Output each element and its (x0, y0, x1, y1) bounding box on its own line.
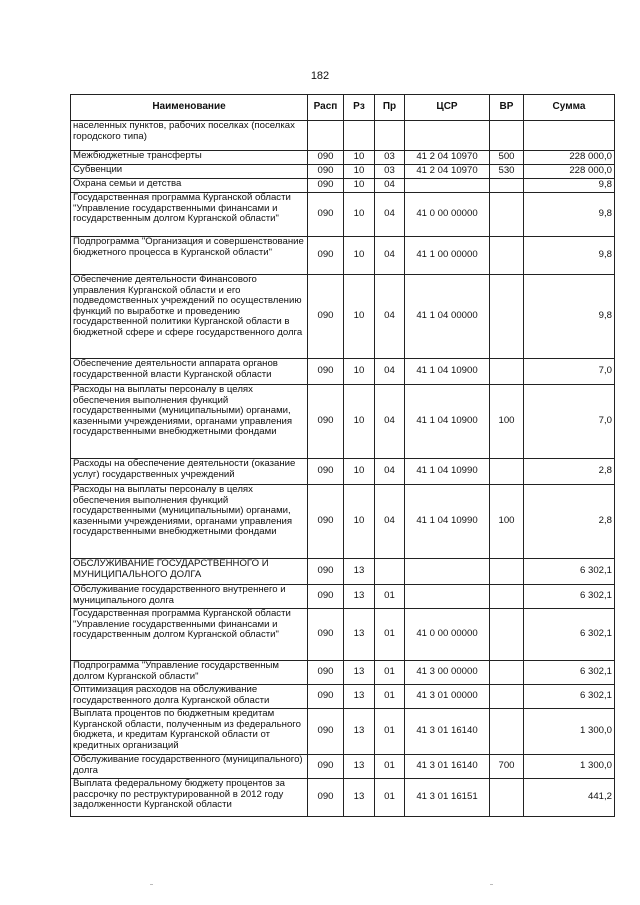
table-row (71, 559, 615, 585)
cell-rasp: 090 (308, 275, 344, 359)
cell-vr: 100 (490, 485, 524, 559)
cell-rz: 10 (344, 385, 375, 459)
cell-csr: 41 1 04 10990 (405, 459, 490, 485)
cell-rz: 13 (344, 755, 375, 779)
cell-name: Государственная программа Курганской области "Управление государственными финансами и государственным долгом Курганской области" (71, 609, 308, 661)
cell-name: Обеспечение деятельности Финансового управления Курганской области и его подведомственных учреждений по осуществлению функций по выработке и проведению государственной политики Курганской области в бюджетной сфере и сфере государственного долга (71, 275, 308, 359)
cell-pr (375, 121, 405, 151)
cell-rasp: 090 (308, 585, 344, 609)
cell-rz: 10 (344, 459, 375, 485)
cell-vr (490, 559, 524, 585)
scan-speck (150, 884, 153, 885)
cell-pr: 04 (375, 459, 405, 485)
cell-sum: 6 302,1 (524, 585, 615, 609)
cell-name: Выплата федеральному бюджету процентов за рассрочку по реструктурированной в 2012 году задолженности Курганской области (71, 779, 308, 817)
cell-csr (405, 179, 490, 193)
col-header-rz: Рз (344, 95, 375, 121)
cell-rasp: 090 (308, 165, 344, 179)
cell-rasp: 090 (308, 685, 344, 709)
cell-rasp: 090 (308, 755, 344, 779)
cell-pr: 04 (375, 485, 405, 559)
cell-sum: 228 000,0 (524, 165, 615, 179)
cell-rz: 10 (344, 165, 375, 179)
cell-name: населенных пунктов, рабочих поселках (поселках городского типа) (71, 121, 308, 151)
cell-csr: 41 2 04 10970 (405, 165, 490, 179)
table-row (71, 609, 615, 661)
cell-csr (405, 121, 490, 151)
cell-rz: 13 (344, 609, 375, 661)
cell-pr: 03 (375, 165, 405, 179)
cell-vr (490, 661, 524, 685)
cell-rasp: 090 (308, 609, 344, 661)
cell-sum: 9,8 (524, 179, 615, 193)
cell-rasp: 090 (308, 237, 344, 275)
cell-name: Межбюджетные трансферты (71, 151, 308, 165)
cell-sum: 9,8 (524, 193, 615, 237)
cell-csr: 41 0 00 00000 (405, 609, 490, 661)
cell-vr (490, 179, 524, 193)
cell-rz: 10 (344, 179, 375, 193)
cell-rz: 10 (344, 359, 375, 385)
cell-name: Обеспечение деятельности аппарата органов государственной власти Курганской области (71, 359, 308, 385)
cell-sum: 228 000,0 (524, 151, 615, 165)
cell-rasp: 090 (308, 385, 344, 459)
cell-csr: 41 1 04 10990 (405, 485, 490, 559)
cell-rasp (308, 121, 344, 151)
cell-rz: 13 (344, 685, 375, 709)
cell-csr: 41 1 04 10900 (405, 385, 490, 459)
header-row (71, 95, 615, 121)
table-row (71, 193, 615, 237)
cell-rz: 10 (344, 237, 375, 275)
cell-sum: 6 302,1 (524, 609, 615, 661)
cell-rz: 13 (344, 585, 375, 609)
cell-csr: 41 3 01 16140 (405, 709, 490, 755)
cell-vr (490, 193, 524, 237)
cell-name: Оптимизация расходов на обслуживание государственного долга Курганской области (71, 685, 308, 709)
cell-vr (490, 685, 524, 709)
cell-rz (344, 121, 375, 151)
cell-name: Расходы на выплаты персоналу в целях обеспечения выполнения функций государственными (муниципальными) органами, казенными учреждениями, органами управления государственными внебюджетными фондами (71, 385, 308, 459)
cell-vr (490, 609, 524, 661)
cell-pr: 01 (375, 585, 405, 609)
cell-sum: 6 302,1 (524, 661, 615, 685)
cell-pr: 04 (375, 179, 405, 193)
table-row (71, 755, 615, 779)
cell-name: Обслуживание государственного (муниципального) долга (71, 755, 308, 779)
cell-rz: 13 (344, 661, 375, 685)
page-number: 182 (310, 70, 330, 82)
cell-csr: 41 1 04 10900 (405, 359, 490, 385)
cell-rasp: 090 (308, 661, 344, 685)
table-row (71, 151, 615, 165)
cell-rasp: 090 (308, 359, 344, 385)
col-header-csr: ЦСР (405, 95, 490, 121)
cell-name: Охрана семьи и детства (71, 179, 308, 193)
cell-name: Обслуживание государственного внутреннего и муниципального долга (71, 585, 308, 609)
cell-sum: 1 300,0 (524, 755, 615, 779)
cell-sum: 6 302,1 (524, 685, 615, 709)
cell-rasp: 090 (308, 193, 344, 237)
cell-rasp: 090 (308, 559, 344, 585)
cell-rz: 10 (344, 485, 375, 559)
cell-csr: 41 3 00 00000 (405, 661, 490, 685)
col-header-name: Наименование (71, 95, 308, 121)
table-row (71, 385, 615, 459)
cell-csr: 41 3 01 16140 (405, 755, 490, 779)
cell-vr: 500 (490, 151, 524, 165)
cell-rasp: 090 (308, 179, 344, 193)
cell-vr: 100 (490, 385, 524, 459)
table-row (71, 359, 615, 385)
cell-csr: 41 0 00 00000 (405, 193, 490, 237)
cell-vr (490, 459, 524, 485)
cell-csr (405, 585, 490, 609)
cell-pr: 04 (375, 193, 405, 237)
col-header-rasp: Расп (308, 95, 344, 121)
cell-name: Субвенции (71, 165, 308, 179)
col-header-pr: Пр (375, 95, 405, 121)
cell-name: Выплата процентов по бюджетным кредитам Курганской области, полученным из федерального бюджета, и кредитам Курганской области от кредитных организаций (71, 709, 308, 755)
cell-pr (375, 559, 405, 585)
cell-pr: 01 (375, 609, 405, 661)
cell-vr: 700 (490, 755, 524, 779)
cell-name: ОБСЛУЖИВАНИЕ ГОСУДАРСТВЕННОГО И МУНИЦИПАЛЬНОГО ДОЛГА (71, 559, 308, 585)
cell-vr (490, 121, 524, 151)
cell-sum (524, 121, 615, 151)
cell-vr (490, 275, 524, 359)
table-row (71, 179, 615, 193)
table-row (71, 459, 615, 485)
cell-rz: 10 (344, 275, 375, 359)
cell-pr: 01 (375, 661, 405, 685)
cell-pr: 04 (375, 275, 405, 359)
cell-csr: 41 1 00 00000 (405, 237, 490, 275)
cell-rasp: 090 (308, 485, 344, 559)
cell-rz: 10 (344, 193, 375, 237)
table-row (71, 165, 615, 179)
cell-csr: 41 2 04 10970 (405, 151, 490, 165)
cell-name: Подпрограмма "Организация и совершенствование бюджетного процесса в Курганской области" (71, 237, 308, 275)
cell-sum: 9,8 (524, 237, 615, 275)
table-row (71, 121, 615, 151)
cell-sum: 6 302,1 (524, 559, 615, 585)
table-row (71, 237, 615, 275)
cell-rz: 13 (344, 779, 375, 817)
cell-sum: 7,0 (524, 359, 615, 385)
cell-vr (490, 359, 524, 385)
cell-vr (490, 709, 524, 755)
cell-rz: 13 (344, 709, 375, 755)
table-row (71, 661, 615, 685)
cell-pr: 03 (375, 151, 405, 165)
cell-pr: 01 (375, 685, 405, 709)
cell-sum: 7,0 (524, 385, 615, 459)
cell-name: Подпрограмма "Управление государственным долгом Курганской области" (71, 661, 308, 685)
cell-rasp: 090 (308, 459, 344, 485)
cell-sum: 1 300,0 (524, 709, 615, 755)
cell-name: Государственная программа Курганской области "Управление государственными финансами и государственным долгом Курганской области" (71, 193, 308, 237)
cell-sum: 2,8 (524, 485, 615, 559)
cell-name: Расходы на обеспечение деятельности (оказание услуг) государственных учреждений (71, 459, 308, 485)
cell-vr (490, 779, 524, 817)
cell-pr: 01 (375, 779, 405, 817)
cell-csr: 41 1 04 00000 (405, 275, 490, 359)
table-row (71, 275, 615, 359)
cell-vr: 530 (490, 165, 524, 179)
cell-rz: 10 (344, 151, 375, 165)
cell-vr (490, 585, 524, 609)
cell-pr: 01 (375, 755, 405, 779)
cell-pr: 01 (375, 709, 405, 755)
cell-vr (490, 237, 524, 275)
table-row (71, 709, 615, 755)
cell-sum: 9,8 (524, 275, 615, 359)
cell-pr: 04 (375, 237, 405, 275)
table-row (71, 585, 615, 609)
table-row (71, 685, 615, 709)
cell-rasp: 090 (308, 709, 344, 755)
cell-name: Расходы на выплаты персоналу в целях обеспечения выполнения функций государственными (муниципальными) органами, казенными учреждениями, органами управления государственными внебюджетными фондами (71, 485, 308, 559)
cell-rz: 13 (344, 559, 375, 585)
budget-table (70, 94, 615, 817)
cell-csr (405, 559, 490, 585)
col-header-sum: Сумма (524, 95, 615, 121)
cell-sum: 441,2 (524, 779, 615, 817)
table-row (71, 485, 615, 559)
cell-csr: 41 3 01 00000 (405, 685, 490, 709)
cell-pr: 04 (375, 359, 405, 385)
cell-pr: 04 (375, 385, 405, 459)
cell-rasp: 090 (308, 779, 344, 817)
table-row (71, 779, 615, 817)
scan-speck (490, 884, 493, 885)
cell-rasp: 090 (308, 151, 344, 165)
col-header-vr: ВР (490, 95, 524, 121)
cell-csr: 41 3 01 16151 (405, 779, 490, 817)
cell-sum: 2,8 (524, 459, 615, 485)
